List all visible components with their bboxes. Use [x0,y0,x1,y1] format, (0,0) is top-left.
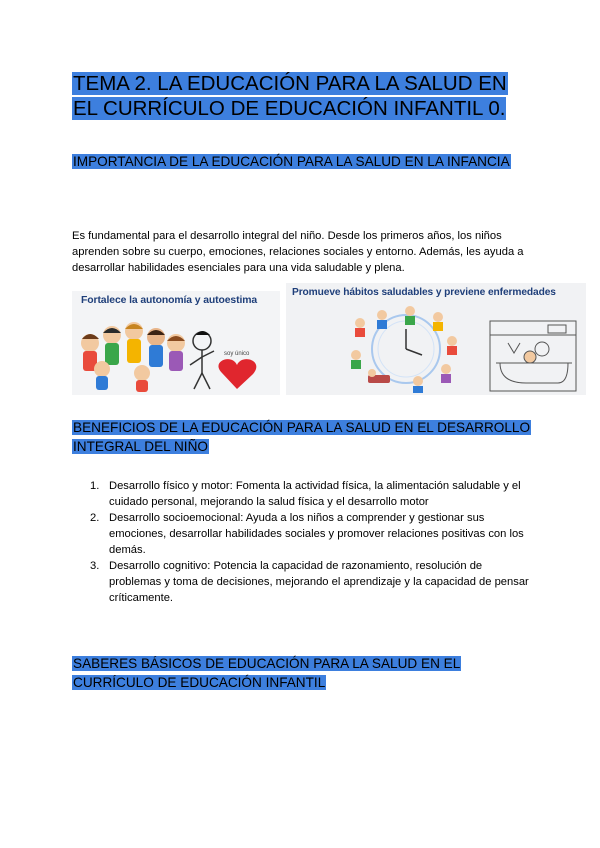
habitos-illustration [286,283,586,395]
children-hands-heart-icon [72,291,280,395]
importancia-paragraph: Es fundamental para el desarrollo integral del niño. Desde los primeros años, los niños aprenden sobre su cuerpo, emociones, relaciones sociales y entorno. Además, les ayuda a desarrollar habilidades esenciales para una vida saludable y plena. [72,230,524,274]
daily-routine-clock-icon [286,283,586,395]
habitos-caption: Promueve hábitos saludables y previene enfermedades [292,287,556,298]
section-heading-beneficios: BENEFICIOS DE LA EDUCACIÓN PARA LA SALUD EN EL DESARROLLO INTEGRAL DEL NIÑO [73,420,531,454]
list-item: 3. Desarrollo cognitivo: Potencia la capacidad de razonamiento, resolución de problemas y toma de decisiones, mejorando el aprendizaje y la capacidad de pensar críticamente. [90,560,529,604]
autonomia-caption: Fortalece la autonomía y autoestima [81,295,258,306]
autonomia-illustration [72,291,280,395]
list-item: 2. Desarrollo socioemocional: Ayuda a los niños a comprender y gestionar sus emociones, desarrollar habilidades sociales y promover relaciones positivas con los demás. [90,512,524,556]
section-heading-importancia: IMPORTANCIA DE LA EDUCACIÓN PARA LA SALUD EN LA INFANCIA [73,154,510,169]
section-heading-saberes: SABERES BÁSICOS DE EDUCACIÓN PARA LA SALUD EN EL CURRÍCULO DE EDUCACIÓN INFANTIL [73,656,461,690]
svg-text:soy único: soy único [224,351,250,357]
list-item: 1. Desarrollo físico y motor: Fomenta la actividad física, la alimentación saludable y el cuidado personal, mejorando la salud física y el desarrollo motor [90,480,521,508]
beneficios-list [90,478,530,606]
document-title: TEMA 2. LA EDUCACIÓN PARA LA SALUD EN EL CURRÍCULO DE EDUCACIÓN INFANTIL 0. [73,72,507,120]
